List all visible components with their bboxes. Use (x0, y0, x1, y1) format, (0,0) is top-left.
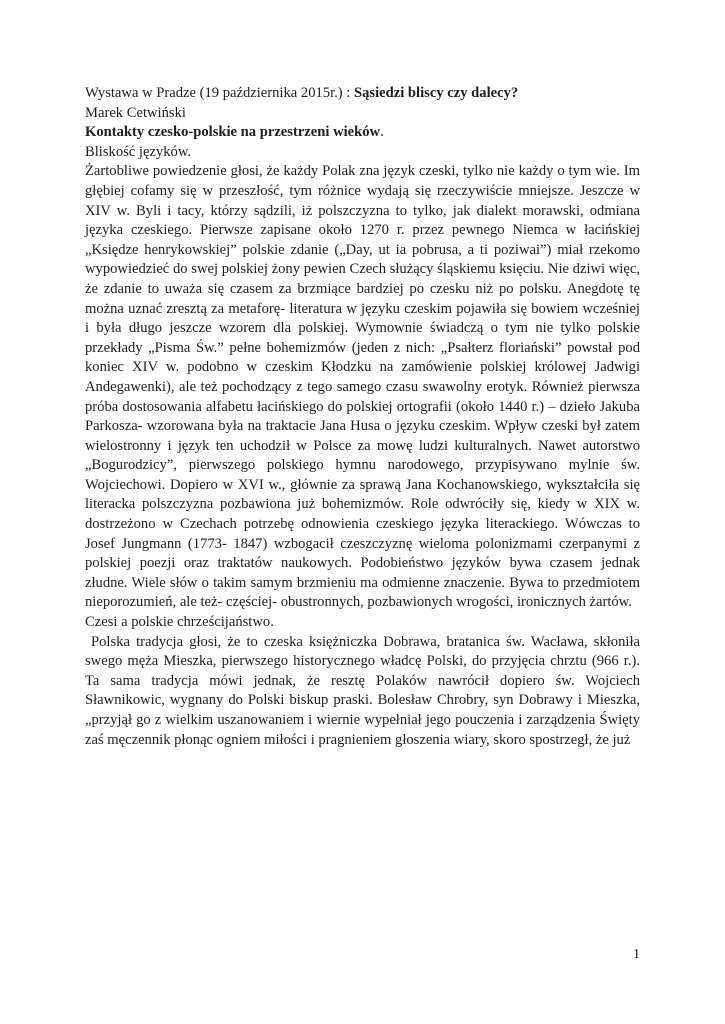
document-header-line (85, 84, 640, 104)
document-title (85, 123, 640, 143)
section-heading-christianity: Czesi a polskie chrześcijaństwo. (85, 614, 274, 631)
document-title-text: Kontakty czesko-polskie na przestrzeni wieków (85, 124, 381, 141)
document-title-period: . (380, 124, 384, 141)
header-subject: Sąsiedzi bliscy czy dalecy? (354, 85, 519, 101)
author-name: Marek Cetwiński (85, 104, 186, 121)
section-paragraph-christianity: Polska tradycja głosi, że to czeska księżniczka Dobrawa, bratanica św. Wacława, skłoniła swego męża Mieszka, pierwszego historycznego władcę Polski, do przyjęcia chrztu (966 r.). Ta sama tradycja mówi jednak, że resztę Polaków nawrócił dopiero św. Wojciech Sławnikowic, wygnany do Polski biskup praski. Bolesław Chrobry, syn Dobrawy i Mieszka, „przyjął go z wielkim uszanowaniem i wiernie wypełniał jego pouczenia i zarządzenia Święty zaś męczennik płonąc ogniem miłości i pragnieniem głoszenia wiary, skoro spostrzegł, że już (85, 633, 640, 748)
header-prefix: Wystawa w Pradze (19 października 2015r.) : (85, 85, 355, 101)
section-paragraph-languages: Żartobliwe powiedzenie głosi, że każdy Polak zna język czeski, tylko nie każdy o tym wie. Im głębiej cofamy się w przeszłość, tym różnice wydają się rzeczywiście mniejsze. Jeszcze w XIV w. Byli i tacy, którzy sądzili, iż polszczyzna to tylko, jak dialekt morawski, odmiana języka czeskiego. Pierwsze zapisane około 1270 r. przez pewnego Niemca w łacińskiej „Księdze henrykowskiej” polskie zdanie („Day, ut ia pobrusa, a ti poziwai”) miał rzekomo wypowiedzieć do swej polskiej żony pewien Czech służący śląskiemu księciu. Nie dziwi więc, że zdanie to uważa się czasem za brzmiące bardziej po czesku niż po polsku. Anegdotę tę można uznać zresztą za metaforę- literatura w języku czeskim pojawiła się bowiem wcześniej i była długo jeszcze wzorem dla polskiej. Wymownie świadczą o tym nie tylko polskie przekłady „Pisma Św.” pełne bohemizmów (jeden z nich: „Psałterz floriański” powstał pod koniec XIV w. podobno w czeskim Kłodzku na zamówienie polskiej królowej Jadwigi Andegawenki), ale też pochodzący z tego samego czasu swawolny erotyk. Również pierwsza próba dostosowania alfabetu łacińskiego do polskiej ortografii (około 1440 r.) – dzieło Jakuba Parkosza- wzorowana była na traktacie Jana Husa o języku czeskim. Wpływ czeski był zatem wielostronny i język ten uchodził w Polsce za mowę ludzi kulturalnych. Nawet autorstwo „Bogurodzicy”, pierwszego polskiego hymnu narodowego, przypisywano mylnie św. Wojciechowi. Dopiero w XVI w., głównie za sprawą Jana Kochanowskiego, wykształciła się literacka polszczyzna pozbawiona już bohemizmów. Role odwróciły się, kiedy w XIX w. dostrzeżono w Czechach potrzebę odnowienia czeskiego języka literackiego. Wówczas to Josef Jungmann (1773- 1847) wzbogacił czeszczyznę wieloma polonizmami czerpanymi z polskiej poezji oraz traktatów naukowych. Podobieństwo języków bywa czasem jednak złudne. Wiele słów o takim samym brzmieniu ma odmienne znaczenie. Bywa to przedmiotem nieporozumień, ale też- częściej- obustronnych, pozbawionych wrogości, ironicznych żartów. (85, 163, 640, 611)
page-number: 1 (633, 947, 640, 962)
section-heading-languages: Bliskość języków. (85, 143, 192, 160)
